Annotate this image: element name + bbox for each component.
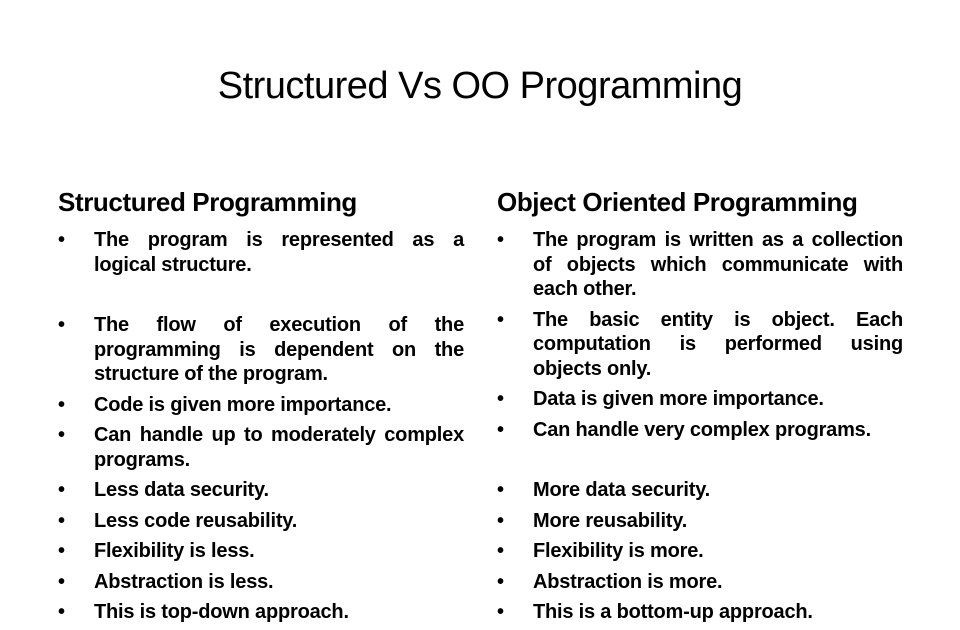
bullet-icon: • — [497, 509, 504, 532]
list-item-text: Code is given more importance. — [94, 393, 392, 416]
bullet-icon: • — [497, 229, 504, 251]
list-item — [58, 393, 464, 418]
list-item — [58, 539, 464, 564]
list-item-text: Less data security. — [94, 479, 269, 501]
column-heading-object-oriented: Object Oriented Programming — [497, 187, 858, 217]
bullet-icon: • — [497, 418, 504, 441]
list-item — [497, 478, 903, 503]
list-item-text: Can handle very complex programs. — [533, 418, 871, 441]
bullet-icon: • — [497, 540, 504, 562]
structured-bullet-list — [58, 228, 464, 625]
list-item-text: Can handle up to moderately complex programs. — [94, 424, 464, 471]
object-oriented-bullet-list — [497, 228, 903, 625]
list-item — [497, 509, 903, 534]
list-item-text: More data security. — [533, 479, 711, 501]
list-item — [58, 313, 464, 387]
list-item — [497, 228, 903, 302]
list-item — [58, 600, 464, 625]
list-item-text: This is a bottom-up approach. — [533, 601, 813, 623]
list-item-text: More reusability. — [533, 509, 688, 532]
bullet-icon: • — [58, 570, 65, 593]
list-item — [497, 387, 903, 412]
column-heading-structured: Structured Programming — [58, 187, 357, 217]
bullet-icon: • — [58, 601, 65, 623]
list-item — [497, 600, 903, 625]
list-item-text: The flow of execution of the programming is dependent on the structure of the program. — [94, 314, 464, 385]
bullet-icon: • — [58, 540, 65, 562]
list-item-text: The program is represented as a logical structure. — [94, 229, 464, 276]
list-item-text: Less code reusability. — [94, 509, 298, 532]
object-oriented-programming-column — [497, 184, 903, 625]
list-item — [58, 478, 464, 503]
bullet-icon: • — [497, 308, 504, 331]
bullet-icon: • — [58, 229, 65, 251]
list-item-text: Flexibility is less. — [94, 540, 255, 562]
list-item-text: Flexibility is more. — [533, 540, 704, 562]
list-item — [497, 418, 903, 443]
list-item-text: The basic entity is object. Each computation is performed using objects only. — [533, 308, 903, 380]
list-item — [58, 509, 464, 534]
list-item-text: Abstraction is more. — [533, 570, 723, 593]
bullet-icon: • — [497, 570, 504, 593]
list-item-text: This is top-down approach. — [94, 601, 349, 623]
bullet-icon: • — [58, 509, 65, 532]
bullet-icon: • — [497, 388, 504, 410]
list-item-text: Data is given more importance. — [533, 388, 824, 410]
slide-title: Structured Vs OO Programming — [217, 65, 743, 107]
list-item — [497, 308, 903, 382]
bullet-icon: • — [497, 601, 504, 623]
bullet-icon: • — [58, 479, 65, 501]
bullet-icon: • — [58, 314, 65, 336]
list-item — [58, 570, 464, 595]
bullet-icon: • — [497, 479, 504, 501]
list-item-text: Abstraction is less. — [94, 570, 274, 593]
list-item-text: The program is written as a collection of objects which communicate with each other. — [533, 229, 903, 300]
bullet-icon: • — [58, 424, 65, 446]
list-item — [58, 228, 464, 277]
bullet-icon: • — [58, 393, 65, 416]
list-item — [497, 539, 903, 564]
list-item — [58, 423, 464, 472]
structured-programming-column — [58, 184, 464, 625]
list-item — [497, 570, 903, 595]
